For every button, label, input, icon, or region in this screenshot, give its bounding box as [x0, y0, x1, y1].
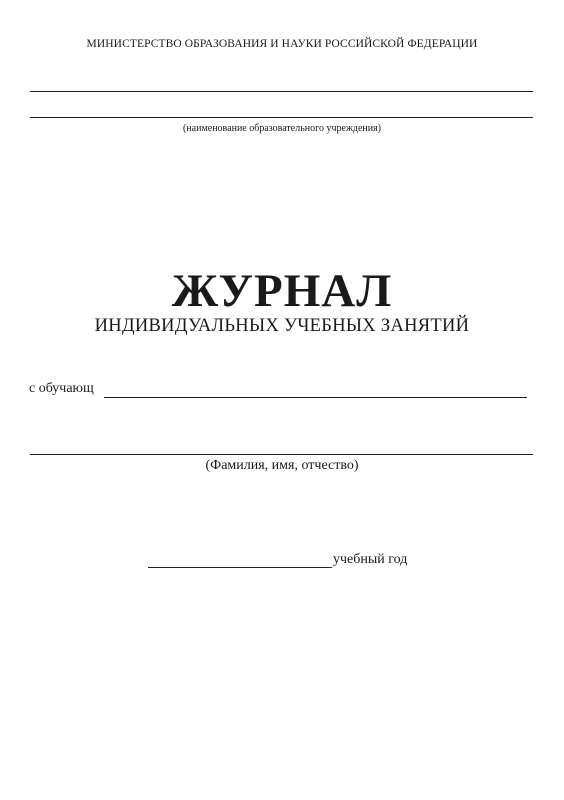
student-name-line-2	[30, 454, 533, 455]
student-name-line	[104, 397, 527, 398]
ministry-heading: МИНИСТЕРСТВО ОБРАЗОВАНИЯ И НАУКИ РОССИЙСКОЙ ФЕДЕРАЦИИ	[86, 38, 478, 50]
institution-line-2	[30, 117, 533, 118]
journal-title: ЖУРНАЛ	[171, 265, 393, 317]
institution-caption: (наименование образовательного учреждения)	[182, 123, 382, 134]
student-label: с обучающ	[29, 381, 94, 396]
academic-year-label: учебный год	[333, 552, 408, 567]
institution-line-1	[30, 91, 533, 92]
journal-subtitle: ИНДИВИДУАЛЬНЫХ УЧЕБНЫХ ЗАНЯТИЙ	[94, 316, 470, 336]
student-name-caption: (Фамилия, имя, отчество)	[205, 458, 359, 473]
academic-year-line	[148, 567, 332, 568]
